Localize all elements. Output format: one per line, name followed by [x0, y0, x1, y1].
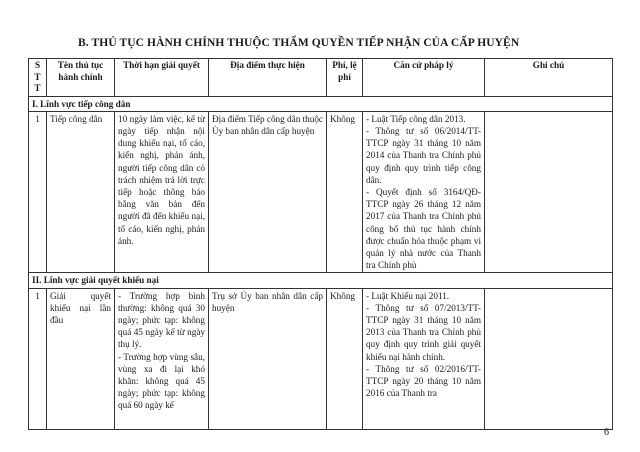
header-fee: Phí, lệ phí — [327, 59, 363, 97]
row-location: Địa điểm Tiếp công dân thuộc Ủy ban nhân dân cấp huyện — [209, 111, 327, 273]
legal-basis-item: - Luật Khiếu nại 2011. — [366, 290, 450, 301]
row-stt: 1 — [29, 111, 47, 273]
row-procedure-name: Giải quyết khiếu nại lần đầu — [47, 288, 115, 429]
header-legal-basis: Căn cứ pháp lý — [363, 59, 485, 97]
header-location: Địa điểm thực hiện — [209, 59, 327, 97]
section-heading: II. Lĩnh vực giải quyết khiếu nại — [29, 273, 613, 288]
section-heading: I. Lĩnh vực tiếp công dân — [29, 96, 613, 111]
legal-basis-item: - Quyết định số 3164/QĐ-TTCP ngày 26 tháng 12 năm 2017 của Thanh tra Chính phủ công bố thủ tục hành chính được chuẩn hóa thuộc phạm vi quản lý nhà nước của Thanh tra Chính phủ — [366, 186, 481, 271]
row-notes — [485, 288, 613, 429]
section-title: B. THỦ TỤC HÀNH CHÍNH THUỘC THẨM QUYỀN TIẾP NHẬN CỦA CẤP HUYỆN — [78, 37, 520, 49]
table-row — [29, 288, 613, 429]
row-stt: 1 — [29, 288, 47, 429]
row-processing-time: 10 ngày làm việc, kể từ ngày tiếp nhận nội dung khiếu nại, tố cáo, kiến nghị, phản ánh, người tiếp công dân có trách nhiệm trả lời trực tiếp hoặc thông báo bằng văn bản đến người đã đến khiếu nại, tố cáo, kiến nghị, phản ánh. — [115, 111, 209, 273]
time-item: - Trường hợp vùng sâu, vùng xa đi lại khó khăn: không quá 45 ngày; phức tạp: không quá 60 ngày kể — [118, 351, 205, 411]
legal-basis-item: - Luật Tiếp công dân 2013. — [366, 113, 466, 124]
header-notes: Ghi chú — [485, 59, 613, 97]
time-item: - Trường hợp bình thường: không quá 30 ngày; phức tạp: không quá 45 ngày kể từ ngày thụ lý. — [118, 290, 205, 350]
row-fee: Không — [327, 288, 363, 429]
legal-basis-item: - Thông tư số 02/2016/TT-TTCP ngày 20 tháng 10 năm 2016 của Thanh tra — [366, 363, 481, 399]
section-heading-row — [29, 96, 613, 111]
header-row — [29, 59, 613, 97]
row-location: Trụ sở Ủy ban nhân dân cấp huyện — [209, 288, 327, 429]
legal-basis-item: - Thông tư số 06/2014/TT-TTCP ngày 31 tháng 10 năm 2014 của Thanh tra Chính phủ quy định quy trình tiếp công dân. — [366, 125, 481, 185]
row-notes — [485, 111, 613, 273]
legal-basis-item: - Thông tư số 07/2013/TT-TTCP ngày 31 tháng 10 năm 2013 của Thanh tra Chính phủ quy định quy trình giải quyết khiếu nại hành chính. — [366, 302, 481, 362]
row-fee: Không — [327, 111, 363, 273]
header-processing-time: Thời hạn giải quyết — [115, 59, 209, 97]
table-row — [29, 111, 613, 273]
section-heading-row — [29, 273, 613, 288]
row-processing-time — [115, 288, 209, 429]
header-stt: S T T — [29, 59, 47, 97]
header-procedure-name: Tên thủ tục hành chính — [47, 59, 115, 97]
row-procedure-name: Tiếp công dân — [47, 111, 115, 273]
row-legal-basis — [363, 288, 485, 429]
procedures-table — [28, 58, 613, 430]
page-number: 6 — [604, 427, 609, 438]
row-legal-basis — [363, 111, 485, 273]
